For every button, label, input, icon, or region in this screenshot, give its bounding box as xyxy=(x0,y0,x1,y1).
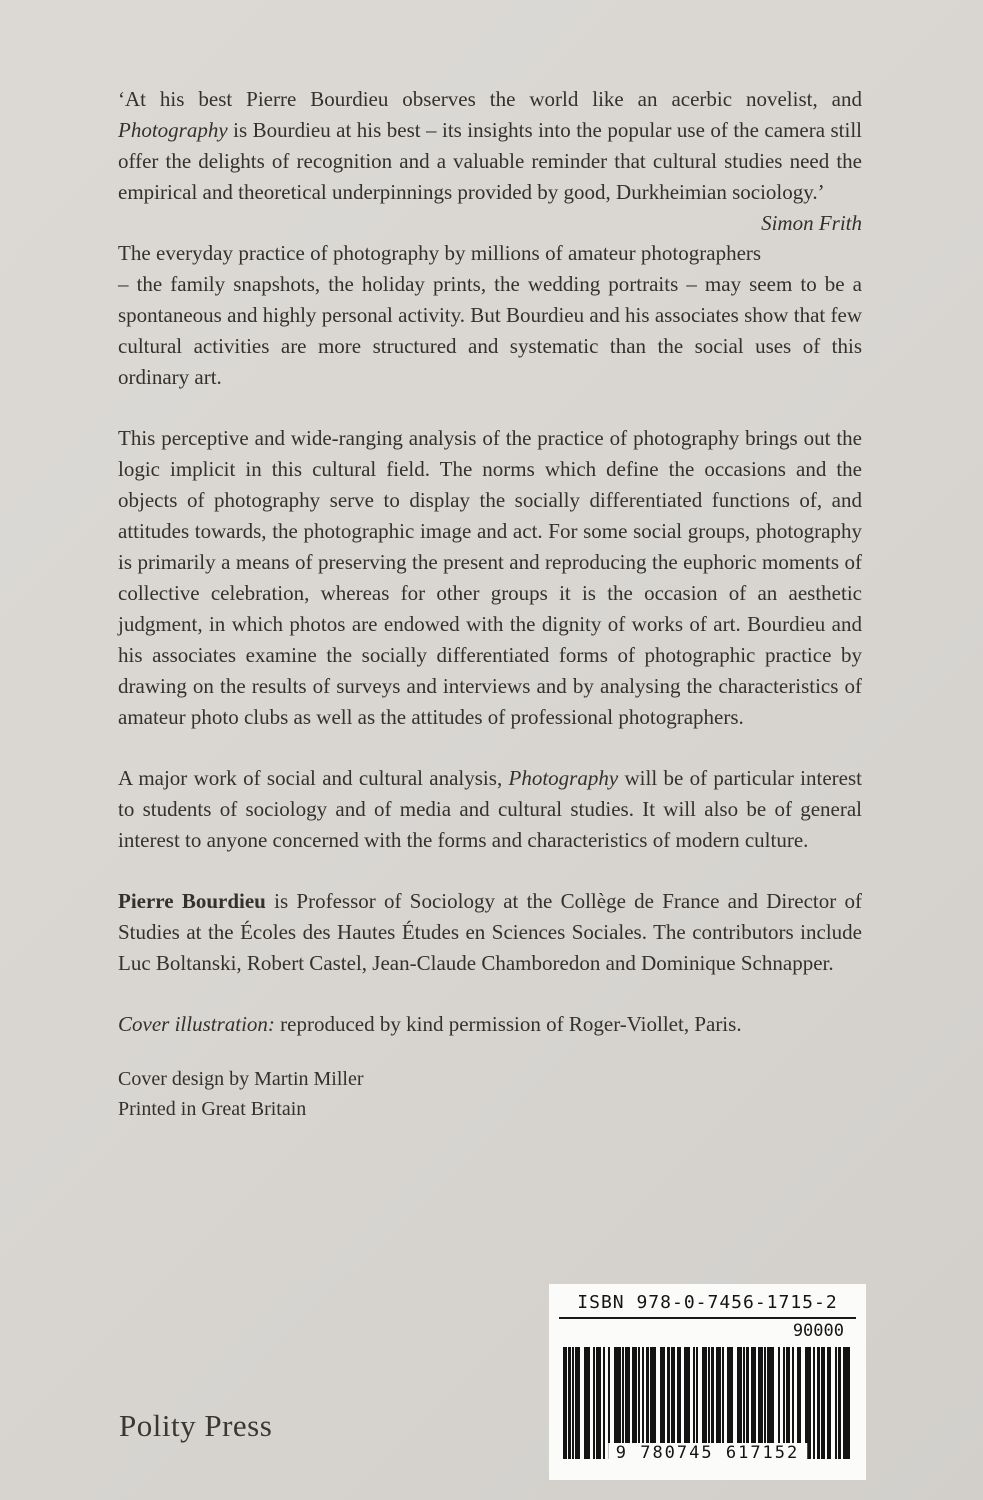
paragraph-practice: The everyday practice of photography by millions of amateur photographers – the family snapshots, the holiday prints, the wedding portraits – may seem to be a spontaneous and highly personal activity. But Bourdieu and his associates show that few cultural activities are more structured and systematic than the social uses of this ordinary art. xyxy=(118,241,862,389)
isbn-divider xyxy=(559,1317,856,1319)
barcode-digits: 9 780745 617152 xyxy=(608,1443,808,1463)
barcode-bar xyxy=(575,1347,579,1459)
barcode-bar xyxy=(813,1347,815,1459)
isbn-barcode-panel xyxy=(549,1284,866,1480)
price-code: 90000 xyxy=(792,1321,844,1341)
paragraph-analysis: This perceptive and wide-ranging analysis of the practice of photography brings out the logic implicit in this cultural field. The norms which define the occasions and the objects of photography serve to display the socially differentiated functions of, and attitudes towards, the photographic image and act. For some social groups, photography is primarily a means of preserving the present and reproducing the euphoric moments of collective celebration, whereas for other groups it is the occasion of an aesthetic judgment, in which photos are endowed with the dignity of works of art. Bourdieu and his associates examine the socially differentiated forms of photographic practice by drawing on the results of surveys and interviews and by analysing the characteristics of amateur photo clubs as well as the attitudes of professional photographers. xyxy=(118,426,862,729)
barcode-bar xyxy=(593,1347,595,1459)
publisher-name: Polity Press xyxy=(119,1408,273,1443)
paragraph-major-work xyxy=(118,763,862,856)
barcode-bar xyxy=(838,1347,840,1459)
isbn-number: ISBN 978-0-7456-1715-2 xyxy=(577,1292,838,1313)
barcode-bar xyxy=(835,1347,837,1459)
barcode-bar xyxy=(572,1347,574,1459)
printed-credit: Printed in Great Britain xyxy=(118,1098,307,1120)
back-cover-text xyxy=(118,84,862,1124)
book-title-mention: Photography xyxy=(118,118,228,142)
credits-block xyxy=(118,1064,862,1124)
author-bio-text: is Professor of Sociology at the Collège de France and Director of Studies at the Écoles des Hautes Études en Sciences Sociales. The contributors include Luc Boltanski, Robert Castel, Jean-Claude Chamboredon and Dominique Schnapper. xyxy=(118,889,862,975)
barcode xyxy=(557,1347,858,1463)
barcode-bar xyxy=(603,1347,605,1459)
barcode-bar xyxy=(584,1347,591,1459)
quote-attribution: Simon Frith xyxy=(761,211,862,235)
cover-illustration-label: Cover illustration: xyxy=(118,1012,275,1036)
major-work-part1: A major work of social and cultural analysis, xyxy=(118,766,509,790)
barcode-bar xyxy=(596,1347,600,1459)
cover-design-credit: Cover design by Martin Miller xyxy=(118,1068,364,1090)
major-work-part2: will be of particular interest to students of sociology and of media and cultural studies. It will also be of general interest to anyone concerned with the forms and characteristics of modern culture. xyxy=(118,766,862,852)
barcode-bar xyxy=(563,1347,567,1459)
author-name: Pierre Bourdieu xyxy=(118,889,266,913)
barcode-bar xyxy=(827,1347,831,1459)
quote-part1: ‘At his best Pierre Bourdieu observes the world like an acerbic novelist, and xyxy=(118,87,862,111)
barcode-bar xyxy=(568,1347,570,1459)
book-title-mention-2: Photography xyxy=(508,766,619,790)
barcode-bar xyxy=(817,1347,819,1459)
cover-illustration-credit xyxy=(118,1009,862,1040)
quote-part2: is Bourdieu at his best – its insights into the popular use of the camera still offer the delights of recognition and a valuable reminder that cultural studies need the empirical and theoretical underpinnings provided by good, Durkheimian sociology.’ xyxy=(118,118,862,204)
barcode-bar xyxy=(821,1347,825,1459)
barcode-bar xyxy=(843,1347,850,1459)
review-quote xyxy=(118,84,862,235)
cover-illustration-text: reproduced by kind permission of Roger-Viollet, Paris. xyxy=(274,1012,742,1036)
author-bio xyxy=(118,886,862,979)
